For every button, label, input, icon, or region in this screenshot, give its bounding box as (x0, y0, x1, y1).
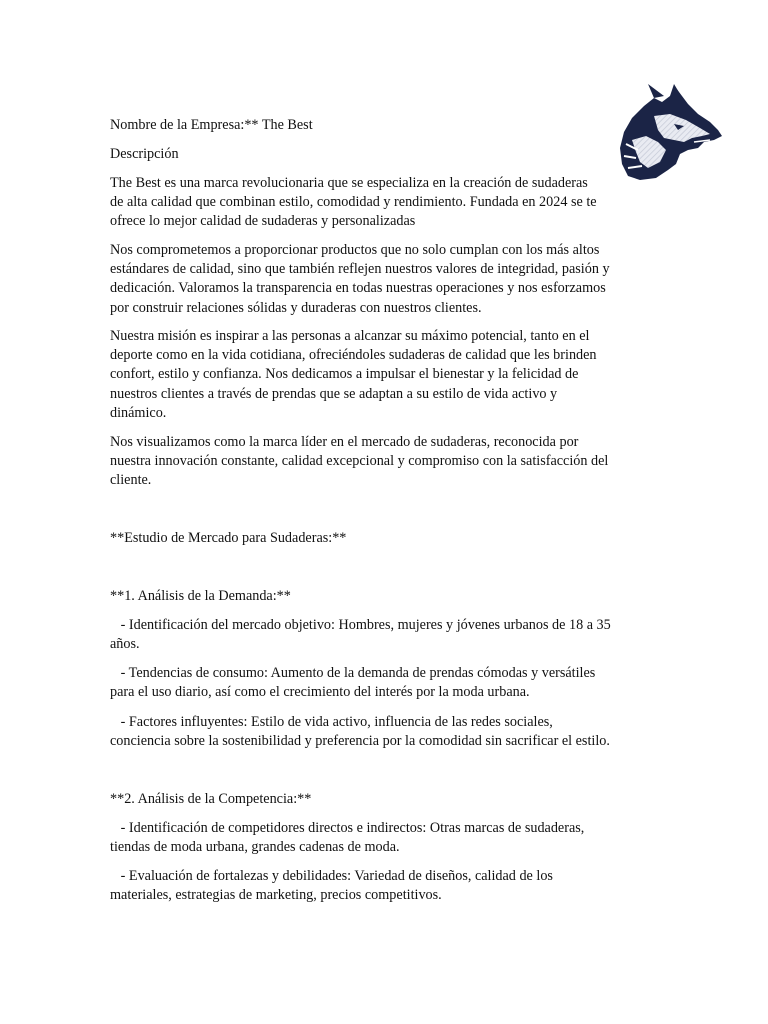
competition-heading-text: **2. Análisis de la Competencia:** (110, 791, 312, 807)
commitment-line: Nos comprometemos a proporcionar productos que no solo cumplan con los más altos (110, 242, 600, 258)
mission-line: dinámico. (110, 404, 167, 421)
demand-trends-line: - Tendencias de consumo: Aumento de la demanda de prendas cómodas y versátiles (110, 665, 596, 681)
competition-identify-line: - Identificación de competidores directos e indirectos: Otras marcas de sudaderas, (110, 820, 585, 836)
intro-line: de alta calidad que combinan estilo, comodidad y rendimiento. Fundada en 2024 se te (110, 194, 597, 211)
competition-heading (110, 790, 662, 809)
vision-line: Nos visualizamos como la marca líder en el mercado de sudaderas, reconocida por (110, 434, 579, 450)
commitment-paragraph (110, 241, 662, 318)
competition-eval-line: - Evaluación de fortalezas y debilidades: Variedad de diseños, calidad de los (110, 868, 553, 884)
competition-identify-item (110, 819, 662, 857)
intro-line: The Best es una marca revolucionaria que se especializa en la creación de sudaderas (110, 175, 588, 191)
description-heading-text: Descripción (110, 146, 179, 162)
demand-factors-line: conciencia sobre la sostenibilidad y preferencia por la comodidad sin sacrificar el estilo. (110, 733, 610, 750)
demand-target-item (110, 616, 662, 654)
mission-line: Nuestra misión es inspirar a las personas a alcanzar su máximo potencial, tanto en el (110, 328, 590, 344)
intro-paragraph (110, 174, 662, 232)
market-study-heading-text: **Estudio de Mercado para Sudaderas:** (110, 530, 347, 546)
commitment-line: por construir relaciones sólidas y duraderas con nuestros clientes. (110, 299, 482, 316)
mission-line: confort, estilo y confianza. Nos dedicamos a impulsar el bienestar y la felicidad de (110, 366, 579, 383)
market-study-heading (110, 529, 662, 548)
demand-heading (110, 587, 662, 606)
commitment-line: estándares de calidad, sino que también reflejen nuestros valores de integridad, pasión y (110, 261, 610, 278)
demand-trends-item (110, 664, 662, 702)
demand-factors-item (110, 713, 662, 751)
intro-line: ofrece lo mejor calidad de sudaderas y personalizadas (110, 213, 416, 230)
demand-target-line: - Identificación del mercado objetivo: Hombres, mujeres y jóvenes urbanos de 18 a 35 (110, 617, 611, 633)
mission-paragraph (110, 327, 662, 423)
company-name-line (110, 116, 662, 135)
competition-identify-line: tiendas de moda urbana, grandes cadenas de moda. (110, 839, 400, 856)
competition-eval-item (110, 867, 662, 905)
demand-heading-text: **1. Análisis de la Demanda:** (110, 588, 291, 604)
vision-paragraph (110, 433, 662, 491)
demand-target-line: años. (110, 636, 140, 653)
mission-line: nuestros clientes a través de prendas que se adaptan a su estilo de vida activo y (110, 385, 558, 402)
company-name-text: Nombre de la Empresa:** The Best (110, 117, 313, 133)
description-heading (110, 145, 662, 164)
vision-line: nuestra innovación constante, calidad excepcional y compromiso con la satisfacción del (110, 453, 609, 470)
competition-eval-line: materiales, estrategias de marketing, precios competitivos. (110, 887, 442, 904)
mission-line: deporte como en la vida cotidiana, ofreciéndoles sudaderas de calidad que les brinden (110, 347, 597, 364)
vision-line: cliente. (110, 472, 152, 489)
commitment-line: dedicación. Valoramos la transparencia en todas nuestras operaciones y nos esforzamos (110, 280, 606, 297)
demand-factors-line: - Factores influyentes: Estilo de vida activo, influencia de las redes sociales, (110, 714, 553, 730)
demand-trends-line: para el uso diario, así como el crecimiento del interés por la moda urbana. (110, 684, 530, 701)
